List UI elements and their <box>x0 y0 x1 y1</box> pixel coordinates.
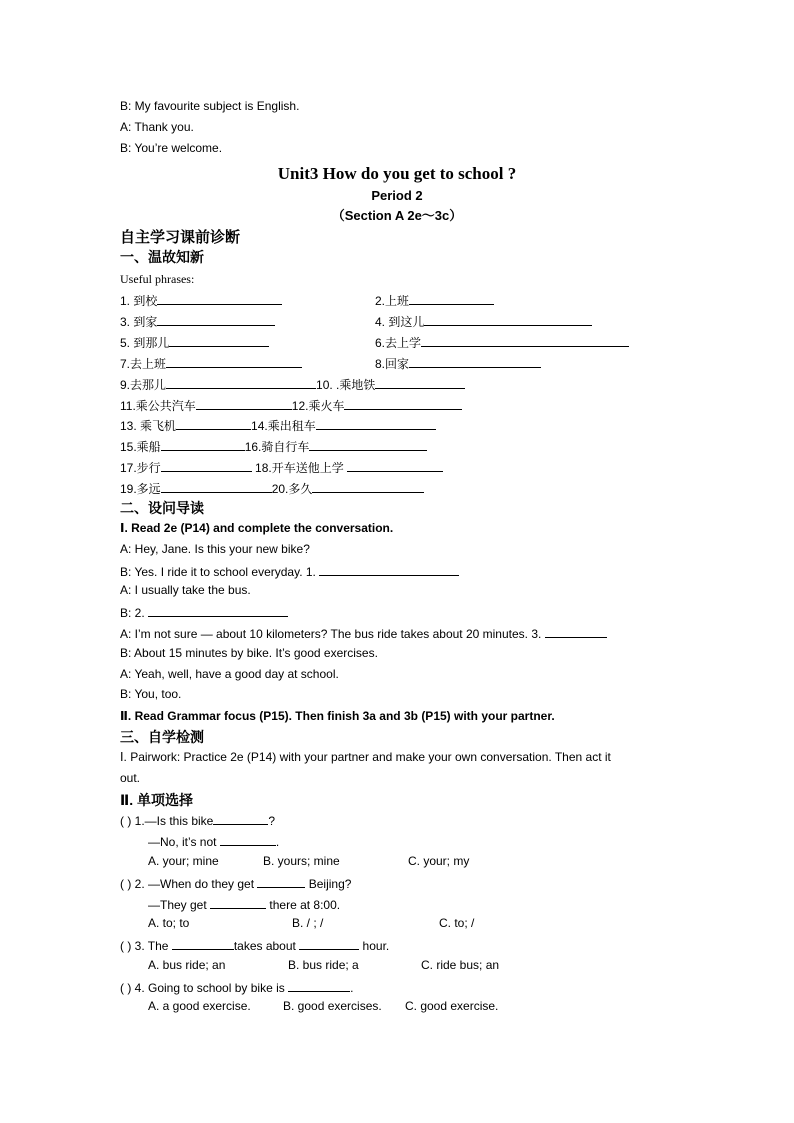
question-stem: ( ) 1.—Is this bike ? <box>120 814 276 828</box>
intro-line: A: Thank you. <box>120 120 194 134</box>
option-b: B. bus ride; a <box>288 958 359 972</box>
pairwork-instruction: Ⅰ. Pairwork: Practice 2e (P14) with your partner and make your own conversation. Then act it <box>120 750 611 764</box>
option-a: A. bus ride; an <box>148 958 226 972</box>
dialogue-line: A: I usually take the bus. <box>120 583 251 597</box>
intro-line: B: My favourite subject is English. <box>120 99 300 113</box>
intro-line: B: You’re welcome. <box>120 141 223 155</box>
phrase-item: 2.上班 <box>375 292 494 309</box>
phrase-item: 13. 乘飞机 14.乘出租车 <box>120 417 436 434</box>
phrase-item: 1. 到校 <box>120 292 282 309</box>
phrase-item: 7.去上班 <box>120 355 302 372</box>
dialogue-line: A: Hey, Jane. Is this your new bike? <box>120 542 310 556</box>
page-title: Unit3 How do you get to school ? <box>277 164 517 183</box>
period-label: Period 2 <box>371 188 423 203</box>
dialogue-line: A: Yeah, well, have a good day at school. <box>120 667 339 681</box>
part1-heading: 一、温故知新 <box>120 249 204 265</box>
dialogue-line: B: Yes. I ride it to school everyday. 1. <box>120 563 459 580</box>
dialogue-line: A: I’m not sure — about 10 kilometers? The bus ride takes about 20 minutes. 3. <box>120 625 607 642</box>
useful-phrases-label: Useful phrases: <box>120 272 195 286</box>
question-line: —No, it’s not . <box>148 835 280 849</box>
phrase-item: 4. 到这儿 <box>375 313 592 330</box>
phrase-item: 3. 到家 <box>120 313 275 330</box>
dialogue-line: B: 2. <box>120 604 288 621</box>
dialogue-line: B: You, too. <box>120 687 182 701</box>
option-b: B. good exercises. <box>283 999 382 1013</box>
phrase-item: 9.去那儿 10. .乘地铁 <box>120 376 465 393</box>
phrase-item: 11.乘公共汽车 12.乘火车 <box>120 397 462 414</box>
part2-heading: 二、设问导读 <box>120 500 204 516</box>
phrase-item: 8.回家 <box>375 355 541 372</box>
phrase-item: 19.多远 20.多久 <box>120 480 424 497</box>
phrase-item: 6.去上学 <box>375 334 629 351</box>
dialogue-line: B: About 15 minutes by bike. It’s good exercises. <box>120 646 378 660</box>
question-stem: ( ) 4. Going to school by bike is . <box>120 981 354 995</box>
question-line: —They get there at 8:00. <box>148 898 341 912</box>
option-c: C. good exercise. <box>405 999 499 1013</box>
task-instruction: Ⅱ. Read Grammar focus (P15). Then finish 3a and 3b (P15) with your partner. <box>120 709 555 723</box>
phrase-item: 15.乘船 16.骑自行车 <box>120 438 427 455</box>
task-instruction: Ⅰ. Read 2e (P14) and complete the conversation. <box>120 521 394 535</box>
question-stem: ( ) 2. —When do they get Beijing? <box>120 877 352 891</box>
section-label: （Section A 2e～3c） <box>331 208 463 223</box>
option-a: A. your; mine <box>148 854 219 868</box>
option-b: B. / ; / <box>292 916 324 930</box>
mc-heading: Ⅱ. 单项选择 <box>120 792 194 808</box>
phrase-item: 5. 到那儿 <box>120 334 269 351</box>
part3-heading: 三、自学检测 <box>120 729 204 745</box>
option-b: B. yours; mine <box>263 854 340 868</box>
pairwork-instruction: out. <box>120 771 141 785</box>
option-c: C. your; my <box>408 854 470 868</box>
option-c: C. to; / <box>439 916 475 930</box>
option-c: C. ride bus; an <box>421 958 500 972</box>
main-heading: 自主学习课前诊断 <box>120 229 241 246</box>
phrase-item: 17.步行 18.开车送他上学 <box>120 459 443 476</box>
option-a: A. to; to <box>148 916 190 930</box>
question-stem: ( ) 3. The takes about hour. <box>120 939 390 953</box>
option-a: A. a good exercise. <box>148 999 251 1013</box>
